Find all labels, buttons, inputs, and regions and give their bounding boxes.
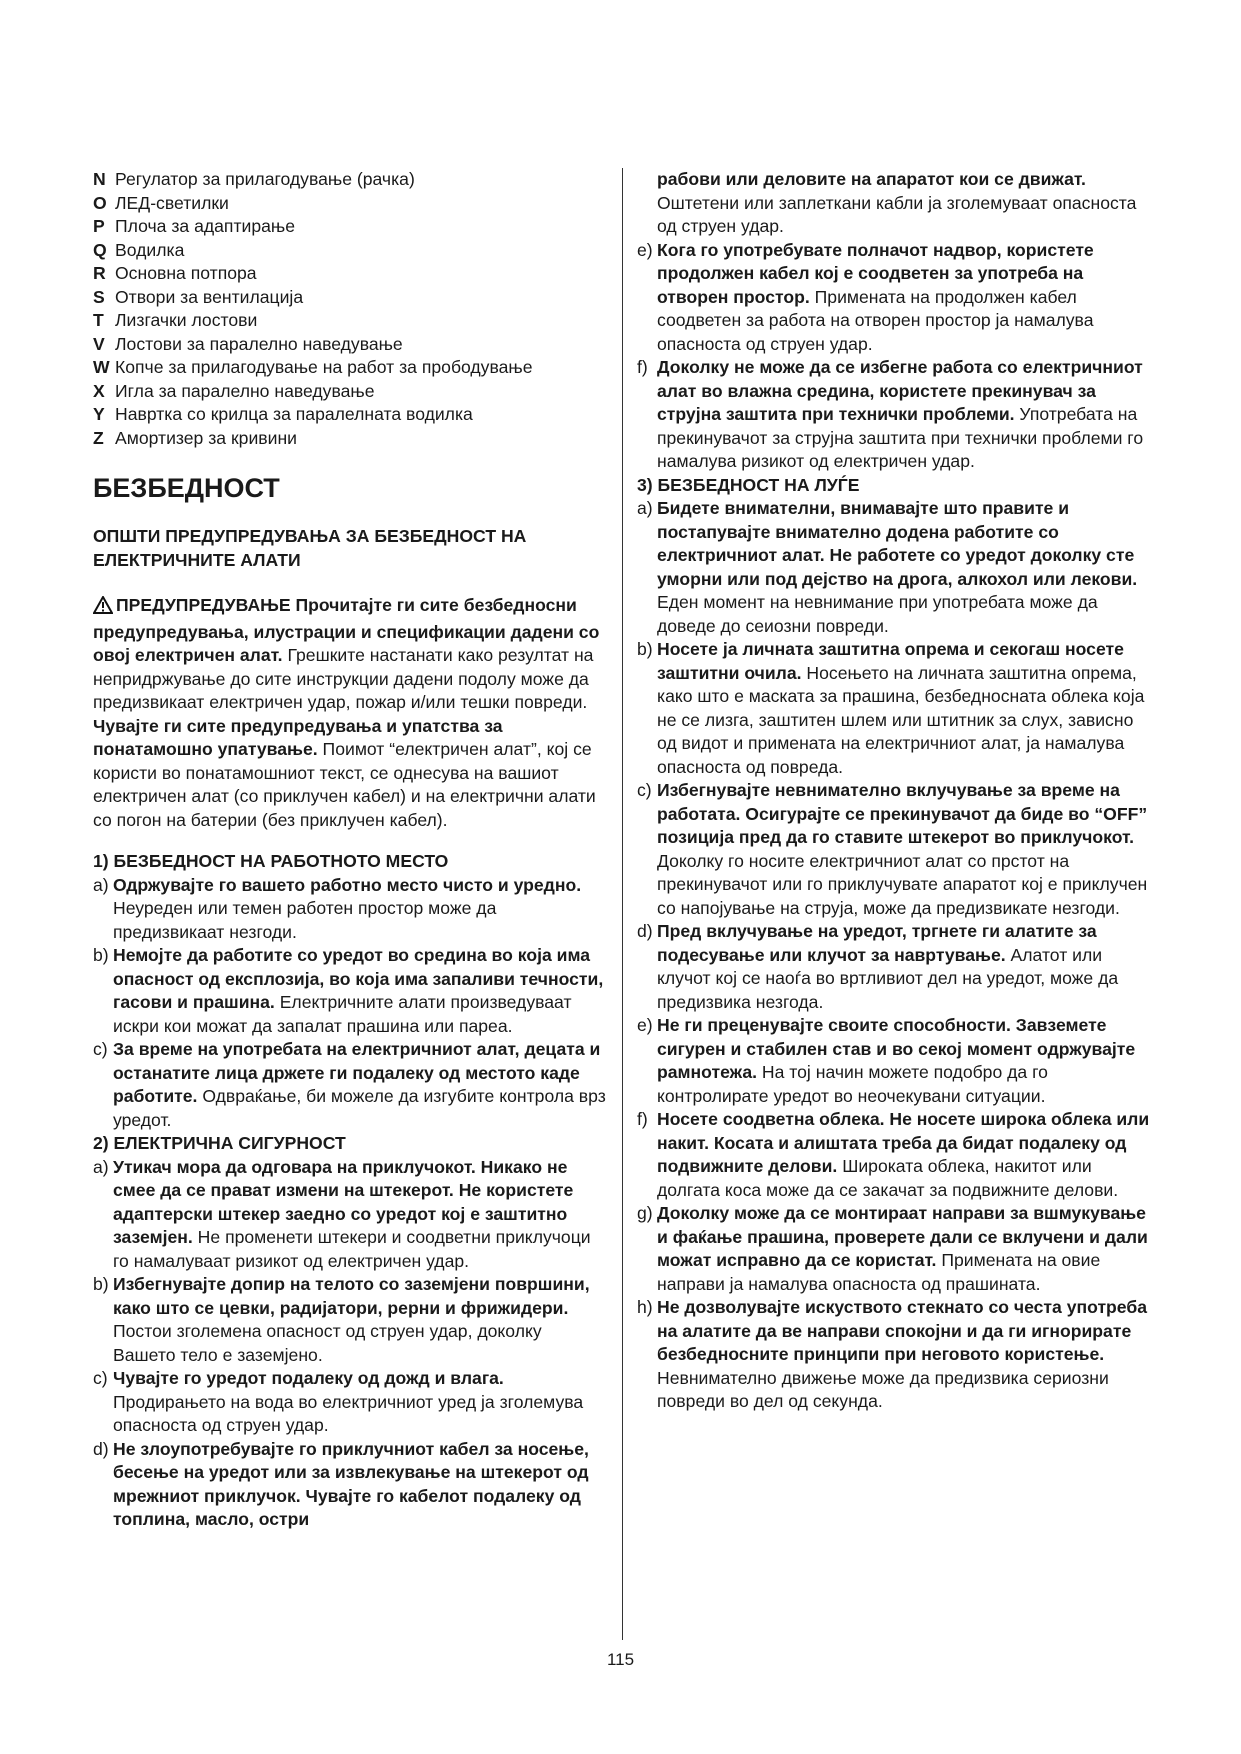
rule-body [657, 1202, 1157, 1296]
legend-text: Амортизер за кривини [115, 427, 297, 448]
legend-item [93, 309, 608, 333]
rule-item [637, 638, 1157, 779]
legend-letter: S [93, 286, 105, 307]
rule-item [637, 1202, 1157, 1296]
rule-item [637, 239, 1157, 357]
legend-letter: P [93, 216, 105, 236]
rule-text: Примената на продолжен кабел соодветен за работа на отворен простор ја намалува опасноста од струен удар. [657, 286, 1094, 354]
rule-mark: e) [637, 1015, 653, 1035]
legend-item [93, 239, 608, 263]
legend-letter: T [93, 310, 104, 330]
rule-item [637, 1108, 1157, 1202]
rule-item [93, 1367, 608, 1438]
rule-body [113, 944, 608, 1038]
legend-text: Лостови за паралелно наведување [115, 333, 403, 354]
rule-mark: e) [637, 239, 653, 260]
rule-item [93, 1156, 608, 1274]
rule-text: На тој начин можете подобро да го контролирате уредот во неочекувани ситуации. [657, 1062, 1048, 1106]
rule-item [637, 1014, 1157, 1108]
general-warnings-heading: ОПШТИ ПРЕДУПРЕДУВАЊА ЗА БЕЗБЕДНОСТ НА ЕЛЕКТРИЧНИТЕ АЛАТИ [93, 526, 527, 570]
rule-body [657, 779, 1157, 920]
rule-item [93, 1273, 608, 1367]
legend-item [93, 333, 608, 357]
warning-paragraph [93, 594, 608, 832]
rule-mark: b) [93, 945, 109, 965]
warning-text-2: Поимот “електричен алат”, кој се користи во понатамошниот текст, се однесува на вашиот електричен алат (со приклучен кабел) и на електрични алати со погон на батерии (без приклучен кабел). [93, 739, 596, 830]
rule-mark: a) [637, 498, 653, 518]
warning-text-1: Грешките настанати како резултат на непридржување до сите инструкции дадени подолу може да предизвикаат електричен удар, пожар и/или тешки повреди. [93, 645, 594, 712]
legend-item [93, 427, 608, 451]
legend-item [93, 403, 608, 427]
electrical-heading: 2) ЕЛЕКТРИЧНА СИГУРНОСТ [93, 1133, 346, 1153]
rule-item [637, 779, 1157, 920]
left-column [93, 168, 608, 1532]
rule-bold: Носете соодветна облека. Не носете широка облека или накит. Косата и алиштата треба да бидат подалеку од подвижните делови. [657, 1109, 1150, 1176]
rule-text: Електричните алати произведуваат искри кои можат да запалат прашина или пареа. [113, 992, 572, 1036]
legend-letter: R [93, 263, 106, 283]
rule-mark: h) [637, 1297, 653, 1317]
rule-item-continued [637, 168, 1157, 239]
legend-text: Лизгачки лостови [115, 310, 258, 330]
legend-text: Отвори за вентилација [115, 286, 304, 307]
legend-item [93, 262, 608, 286]
legend-text: Основна потпора [115, 263, 257, 283]
rule-item [637, 920, 1157, 1014]
legend-item [93, 380, 608, 404]
rule-bold: Избегнувајте невнимателно вклучување за време на работата. Осигурајте се прекинувачот да биде во “OFF” позиција пред да го ставите штекерот во приклучокот. [657, 780, 1148, 847]
legend-text: Игла за паралелно наведување [115, 380, 375, 401]
rule-bold: Доколку не може да се избегне работа со електричниот алат во влажна средина, користете прекинувач за струјна заштита при технички проблеми. [657, 357, 1143, 424]
rule-item [93, 874, 608, 945]
legend-item [93, 192, 608, 216]
rule-bold: Пред вклучување на уредот, тргнете ги алатите за подесување или клучот за навртување. [657, 921, 1097, 965]
rule-text: Носењето на личната заштитна опрема, како што е маската за прашина, безбедносната облека која не се лизга, заштитен шлем или штитник за слух, зависно од видот и примената на електричниот алат, ја намалува опасноста од повреда. [657, 662, 1145, 777]
rule-mark: c) [93, 1039, 108, 1059]
rule-bold: Кога го употребувате полначот надвор, користете продолжен кабел кој е соодветен за употреба на отворен простор. [657, 239, 1094, 307]
rule-item [93, 1038, 608, 1132]
rule-bold: Избегнувајте допир на телото со заземјени површини, како што се цевки, радијатори, рерни и фрижидери. [113, 1274, 590, 1318]
legend-text: Плоча за адаптирање [115, 216, 295, 236]
section-title: БЕЗБЕДНОСТ [93, 473, 280, 503]
legend-letter: X [93, 380, 105, 401]
rule-bold: За време на употребата на електричниот алат, децата и останатите лица држете ги подалеку од местото каде работите. [113, 1039, 601, 1106]
rule-body [113, 1438, 608, 1532]
rule-item [637, 356, 1157, 474]
rule-mark: a) [93, 874, 109, 895]
rule-body [113, 1156, 608, 1274]
legend-item [93, 168, 608, 192]
rule-mark: d) [93, 1438, 109, 1459]
warning-bold-1: ПРЕДУПРЕДУВАЊЕ Прочитајте ги сите безбедносни предупредувања, илустрации и спецификации дадени со овој електричен алат. [93, 595, 600, 665]
rule-body [657, 239, 1157, 357]
rule-body [657, 920, 1157, 1014]
parts-legend [93, 168, 608, 450]
rule-mark: g) [637, 1203, 653, 1223]
personal-safety-heading: 3) БЕЗБЕДНОСТ НА ЛУЃЕ [637, 474, 860, 495]
rule-body [657, 638, 1157, 779]
rule-body [657, 497, 1157, 638]
legend-text: Навртка со крилца за паралелната водилка [115, 404, 473, 424]
rule-text: Постои зголемена опасност од струен удар, доколку Вашето тело е заземјено. [113, 1321, 542, 1365]
rule-text: Продирањето на вода во електричниот уред ја зголемува опасноста од струен удар. [113, 1391, 584, 1435]
rule-mark: b) [637, 639, 653, 659]
legend-letter: V [93, 333, 105, 354]
rule-text: Еден момент на невнимание при употребата може да доведе до сеиозни повреди. [657, 592, 1098, 636]
rule-text: Невнимателно движење може да предизвика сериозни повреди во дел од секунда. [657, 1367, 1109, 1411]
rule-item [637, 1296, 1157, 1414]
warning-bold-2: Чувајте ги сите предупредувања и упатства за понатамошно упатување. [93, 715, 503, 759]
rule-body [113, 1273, 608, 1367]
legend-letter: N [93, 169, 106, 189]
rule-text: Не променети штекери и соодветни приклучоци го намалуваат ризикот од електричен удар. [113, 1227, 591, 1271]
rule-bold: Бидете внимателни, внимавајте што правите и постапувајте внимателно додена работите со електричниот алат. Не работете со уредот доколку сте уморни или под дејство на дрога, алкохол или лекови. [657, 498, 1138, 589]
work-area-heading: 1) БЕЗБЕДНОСТ НА РАБОТНОТО МЕСТО [93, 851, 449, 871]
legend-text: Копче за прилагодување на работ за прободување [115, 357, 533, 377]
rule-mark: c) [637, 780, 652, 800]
legend-text: Водилка [115, 239, 185, 260]
rule-bold: Не злоупотребувајте го приклучниот кабел за носење, бесење на уредот или за извлекување на штекерот од мрежниот приклучок. Чувајте го кабелот подалеку од топлина, масло, остри [113, 1438, 589, 1529]
rule-bold: рабови или деловите на апаратот кои се движат. [657, 169, 1086, 189]
legend-text: Регулатор за прилагодување (рачка) [115, 169, 415, 189]
legend-letter: W [93, 357, 110, 377]
rule-body [657, 1014, 1157, 1108]
legend-letter: Z [93, 427, 104, 448]
rule-mark: f) [637, 1109, 648, 1129]
legend-letter: Q [93, 239, 107, 260]
rule-bold: Утикач мора да одговара на приклучокот. Никако не смее да се прават измени на штекерот. Не користете адаптерски штекер заедно со уредот кој е заштитно заземјен. [113, 1156, 574, 1247]
rule-text: Оштетени или заплеткани кабли ја зголемуваат опасноста од струен удар. [657, 192, 1137, 236]
rule-item [93, 1438, 608, 1532]
rule-mark: f) [637, 357, 648, 377]
rule-body [657, 168, 1157, 239]
rule-bold: Чувајте го уредот подалеку од дожд и влага. [113, 1368, 504, 1388]
rule-text: Доколку го носите електричниот алат со прстот на прекинувачот или го приклучувате апаратот кој е приклучен со напојување на струја, може да предизвикате незгоди. [657, 850, 1148, 918]
rule-bold: Не дозволувајте искуството стекнато со честа употреба на алатите да ве направи спокојни и да ги игнорирате безбедносните принципи при неговото користење. [657, 1297, 1148, 1364]
column-divider [622, 168, 623, 1640]
rule-mark: c) [93, 1368, 108, 1388]
rule-mark: d) [637, 921, 653, 941]
rule-text: Одвраќање, би можеле да изгубите контрола врз уредот. [113, 1086, 606, 1130]
legend-item [93, 286, 608, 310]
rule-item [637, 497, 1157, 638]
rule-bold: Доколку може да се монтираат направи за вшмукување и фаќање прашина, проверете дали се вклучени и дали можат исправно да се користат. [657, 1203, 1148, 1270]
rule-mark: b) [93, 1274, 109, 1294]
rule-text: Употребата на прекинувачот за струјна заштита при технички проблеми го намалува ризикот од електричен удар. [657, 404, 1144, 471]
legend-text: ЛЕД-светилки [115, 192, 229, 213]
right-column [637, 168, 1157, 1414]
legend-letter: O [93, 192, 107, 213]
legend-item [93, 215, 608, 239]
rule-text: Широката облека, накитот или долгата коса може да се закачат за подвижните делови. [657, 1156, 1119, 1200]
rule-body [113, 1038, 608, 1132]
rule-text: Алатот или клучот кој се наоѓа во вртливиот дел на уредот, може да предизвика незгода. [657, 944, 1119, 1012]
rule-bold: Немојте да работите со уредот во средина во која има опасност од експлозија, во која има запаливи течности, гасови и прашина. [113, 945, 604, 1012]
rule-mark: a) [93, 1156, 109, 1177]
rule-text: Неуреден или темен работен простор може да предизвикаат незгоди. [113, 898, 497, 942]
rule-bold: Не ги преценувајте своите способности. Завземете сигурен и стабилен став и во секој момент одржувајте рамнотежа. [657, 1015, 1136, 1082]
rule-bold: Носете ја личната заштитна опрема и секогаш носете заштитни очила. [657, 639, 1124, 683]
legend-item [93, 356, 608, 380]
rule-body [113, 874, 608, 945]
rule-item [93, 944, 608, 1038]
rule-body [657, 356, 1157, 474]
rule-bold: Одржувајте го вашето работно место чисто и уредно. [113, 874, 582, 895]
rule-body [657, 1296, 1157, 1414]
rule-body [113, 1367, 608, 1438]
rule-text: Примената на овие направи ја намалува опасноста од прашината. [657, 1250, 1101, 1294]
warning-triangle-icon [93, 596, 113, 621]
legend-letter: Y [93, 404, 105, 424]
page-number: 115 [606, 1650, 635, 1669]
rule-body [657, 1108, 1157, 1202]
